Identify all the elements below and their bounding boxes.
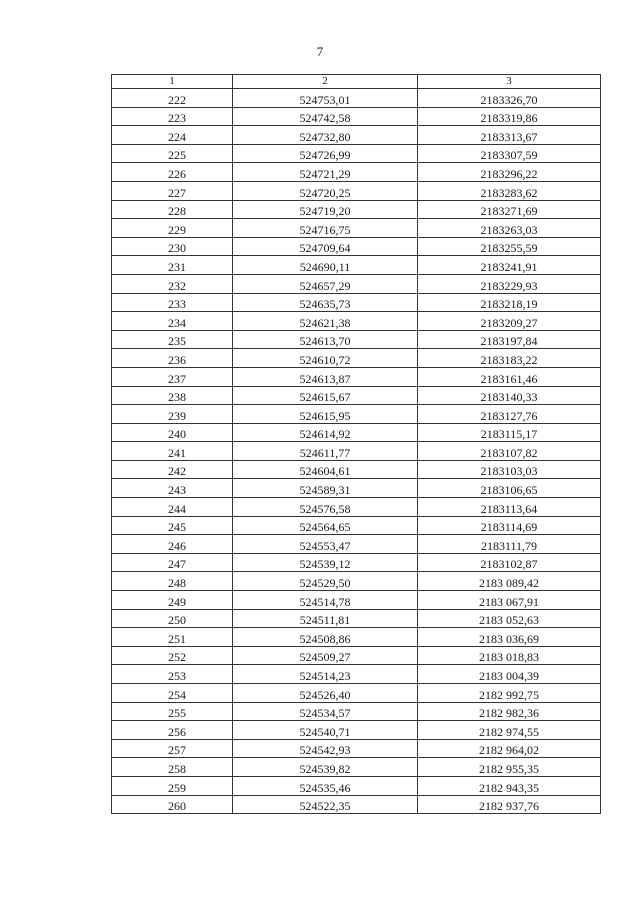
point-number-cell: 252 xyxy=(112,646,233,665)
x-coordinate-cell: 524540,71 xyxy=(233,721,418,740)
y-coordinate-cell: 2183102,87 xyxy=(418,553,601,572)
table-row xyxy=(112,498,601,517)
x-coordinate-cell: 524615,67 xyxy=(233,386,418,405)
point-number-cell: 236 xyxy=(112,349,233,368)
table-row xyxy=(112,665,601,684)
table-row xyxy=(112,739,601,758)
x-coordinate-cell: 524542,93 xyxy=(233,739,418,758)
table-row xyxy=(112,274,601,293)
x-coordinate-cell: 524539,12 xyxy=(233,553,418,572)
table-row xyxy=(112,349,601,368)
y-coordinate-cell: 2183271,69 xyxy=(418,200,601,219)
y-coordinate-cell: 2183 018,83 xyxy=(418,646,601,665)
column-header-3: 3 xyxy=(418,75,601,89)
point-number-cell: 242 xyxy=(112,460,233,479)
table-row xyxy=(112,609,601,628)
x-coordinate-cell: 524529,50 xyxy=(233,572,418,591)
point-number-cell: 223 xyxy=(112,107,233,126)
x-coordinate-cell: 524564,65 xyxy=(233,516,418,535)
point-number-cell: 256 xyxy=(112,721,233,740)
y-coordinate-cell: 2182 982,36 xyxy=(418,702,601,721)
y-coordinate-cell: 2183127,76 xyxy=(418,405,601,424)
x-coordinate-cell: 524611,77 xyxy=(233,442,418,461)
table-row xyxy=(112,702,601,721)
point-number-cell: 244 xyxy=(112,498,233,517)
table-row xyxy=(112,293,601,312)
point-number-cell: 229 xyxy=(112,219,233,238)
y-coordinate-cell: 2183283,62 xyxy=(418,181,601,200)
y-coordinate-cell: 2183103,03 xyxy=(418,460,601,479)
table-row xyxy=(112,330,601,349)
x-coordinate-cell: 524514,23 xyxy=(233,665,418,684)
x-coordinate-cell: 524535,46 xyxy=(233,776,418,795)
point-number-cell: 258 xyxy=(112,758,233,777)
table-row xyxy=(112,144,601,163)
point-number-cell: 241 xyxy=(112,442,233,461)
y-coordinate-cell: 2183197,84 xyxy=(418,330,601,349)
x-coordinate-cell: 524539,82 xyxy=(233,758,418,777)
point-number-cell: 230 xyxy=(112,237,233,256)
point-number-cell: 233 xyxy=(112,293,233,312)
point-number-cell: 245 xyxy=(112,516,233,535)
table-row xyxy=(112,535,601,554)
y-coordinate-cell: 2183140,33 xyxy=(418,386,601,405)
point-number-cell: 235 xyxy=(112,330,233,349)
y-coordinate-cell: 2182 937,76 xyxy=(418,795,601,814)
x-coordinate-cell: 524613,70 xyxy=(233,330,418,349)
x-coordinate-cell: 524721,29 xyxy=(233,163,418,182)
y-coordinate-cell: 2183209,27 xyxy=(418,312,601,331)
y-coordinate-cell: 2183319,86 xyxy=(418,107,601,126)
y-coordinate-cell: 2183115,17 xyxy=(418,423,601,442)
x-coordinate-cell: 524720,25 xyxy=(233,181,418,200)
table-row xyxy=(112,516,601,535)
y-coordinate-cell: 2183107,82 xyxy=(418,442,601,461)
y-coordinate-cell: 2183307,59 xyxy=(418,144,601,163)
point-number-cell: 243 xyxy=(112,479,233,498)
table-row xyxy=(112,107,601,126)
point-number-cell: 234 xyxy=(112,312,233,331)
y-coordinate-cell: 2183113,64 xyxy=(418,498,601,517)
point-number-cell: 237 xyxy=(112,367,233,386)
x-coordinate-cell: 524719,20 xyxy=(233,200,418,219)
table-row xyxy=(112,721,601,740)
y-coordinate-cell: 2183 052,63 xyxy=(418,609,601,628)
x-coordinate-cell: 524576,58 xyxy=(233,498,418,517)
table-row xyxy=(112,181,601,200)
x-coordinate-cell: 524753,01 xyxy=(233,89,418,108)
y-coordinate-cell: 2183218,19 xyxy=(418,293,601,312)
y-coordinate-cell: 2182 974,55 xyxy=(418,721,601,740)
table-row xyxy=(112,553,601,572)
x-coordinate-cell: 524610,72 xyxy=(233,349,418,368)
x-coordinate-cell: 524716,75 xyxy=(233,219,418,238)
header-row xyxy=(112,75,601,89)
point-number-cell: 232 xyxy=(112,274,233,293)
table-row xyxy=(112,126,601,145)
y-coordinate-cell: 2183 089,42 xyxy=(418,572,601,591)
y-coordinate-cell: 2183 004,39 xyxy=(418,665,601,684)
table-row xyxy=(112,442,601,461)
point-number-cell: 260 xyxy=(112,795,233,814)
point-number-cell: 225 xyxy=(112,144,233,163)
y-coordinate-cell: 2183161,46 xyxy=(418,367,601,386)
y-coordinate-cell: 2182 992,75 xyxy=(418,684,601,703)
x-coordinate-cell: 524514,78 xyxy=(233,591,418,610)
x-coordinate-cell: 524509,27 xyxy=(233,646,418,665)
point-number-cell: 253 xyxy=(112,665,233,684)
x-coordinate-cell: 524589,31 xyxy=(233,479,418,498)
table-body xyxy=(112,89,601,814)
y-coordinate-cell: 2183241,91 xyxy=(418,256,601,275)
point-number-cell: 255 xyxy=(112,702,233,721)
point-number-cell: 239 xyxy=(112,405,233,424)
point-number-cell: 228 xyxy=(112,200,233,219)
x-coordinate-cell: 524511,81 xyxy=(233,609,418,628)
point-number-cell: 226 xyxy=(112,163,233,182)
point-number-cell: 224 xyxy=(112,126,233,145)
column-header-1: 1 xyxy=(112,75,233,89)
table-row xyxy=(112,758,601,777)
point-number-cell: 246 xyxy=(112,535,233,554)
table-row xyxy=(112,405,601,424)
table-row xyxy=(112,795,601,814)
table-row xyxy=(112,89,601,108)
x-coordinate-cell: 524522,35 xyxy=(233,795,418,814)
table-row xyxy=(112,628,601,647)
point-number-cell: 247 xyxy=(112,553,233,572)
y-coordinate-cell: 2183326,70 xyxy=(418,89,601,108)
point-number-cell: 249 xyxy=(112,591,233,610)
point-number-cell: 231 xyxy=(112,256,233,275)
x-coordinate-cell: 524657,29 xyxy=(233,274,418,293)
table-row xyxy=(112,200,601,219)
table-row xyxy=(112,776,601,795)
point-number-cell: 222 xyxy=(112,89,233,108)
y-coordinate-cell: 2183296,22 xyxy=(418,163,601,182)
y-coordinate-cell: 2183 067,91 xyxy=(418,591,601,610)
x-coordinate-cell: 524635,73 xyxy=(233,293,418,312)
x-coordinate-cell: 524526,40 xyxy=(233,684,418,703)
point-number-cell: 248 xyxy=(112,572,233,591)
x-coordinate-cell: 524709,64 xyxy=(233,237,418,256)
point-number-cell: 227 xyxy=(112,181,233,200)
y-coordinate-cell: 2183114,69 xyxy=(418,516,601,535)
x-coordinate-cell: 524732,80 xyxy=(233,126,418,145)
point-number-cell: 250 xyxy=(112,609,233,628)
table-row xyxy=(112,479,601,498)
x-coordinate-cell: 524621,38 xyxy=(233,312,418,331)
y-coordinate-cell: 2183 036,69 xyxy=(418,628,601,647)
column-header-2: 2 xyxy=(233,75,418,89)
y-coordinate-cell: 2183255,59 xyxy=(418,237,601,256)
y-coordinate-cell: 2183106,65 xyxy=(418,479,601,498)
y-coordinate-cell: 2183183,22 xyxy=(418,349,601,368)
table-row xyxy=(112,219,601,238)
y-coordinate-cell: 2183263,03 xyxy=(418,219,601,238)
point-number-cell: 257 xyxy=(112,739,233,758)
table-row xyxy=(112,572,601,591)
table-row xyxy=(112,386,601,405)
coordinates-table xyxy=(111,74,601,814)
x-coordinate-cell: 524534,57 xyxy=(233,702,418,721)
page-number: 7 xyxy=(316,44,324,59)
table-row xyxy=(112,684,601,703)
x-coordinate-cell: 524508,86 xyxy=(233,628,418,647)
x-coordinate-cell: 524690,11 xyxy=(233,256,418,275)
x-coordinate-cell: 524726,99 xyxy=(233,144,418,163)
table-row xyxy=(112,591,601,610)
table-row xyxy=(112,237,601,256)
table-row xyxy=(112,256,601,275)
x-coordinate-cell: 524553,47 xyxy=(233,535,418,554)
x-coordinate-cell: 524614,92 xyxy=(233,423,418,442)
x-coordinate-cell: 524613,87 xyxy=(233,367,418,386)
point-number-cell: 251 xyxy=(112,628,233,647)
x-coordinate-cell: 524615,95 xyxy=(233,405,418,424)
y-coordinate-cell: 2183313,67 xyxy=(418,126,601,145)
table-row xyxy=(112,423,601,442)
table-row xyxy=(112,646,601,665)
table-row xyxy=(112,460,601,479)
x-coordinate-cell: 524742,58 xyxy=(233,107,418,126)
point-number-cell: 254 xyxy=(112,684,233,703)
table-row xyxy=(112,312,601,331)
y-coordinate-cell: 2183229,93 xyxy=(418,274,601,293)
table-row xyxy=(112,367,601,386)
y-coordinate-cell: 2183111,79 xyxy=(418,535,601,554)
y-coordinate-cell: 2182 955,35 xyxy=(418,758,601,777)
point-number-cell: 238 xyxy=(112,386,233,405)
point-number-cell: 259 xyxy=(112,776,233,795)
y-coordinate-cell: 2182 964,02 xyxy=(418,739,601,758)
y-coordinate-cell: 2182 943,35 xyxy=(418,776,601,795)
x-coordinate-cell: 524604,61 xyxy=(233,460,418,479)
table-header xyxy=(112,75,601,89)
table-row xyxy=(112,163,601,182)
point-number-cell: 240 xyxy=(112,423,233,442)
